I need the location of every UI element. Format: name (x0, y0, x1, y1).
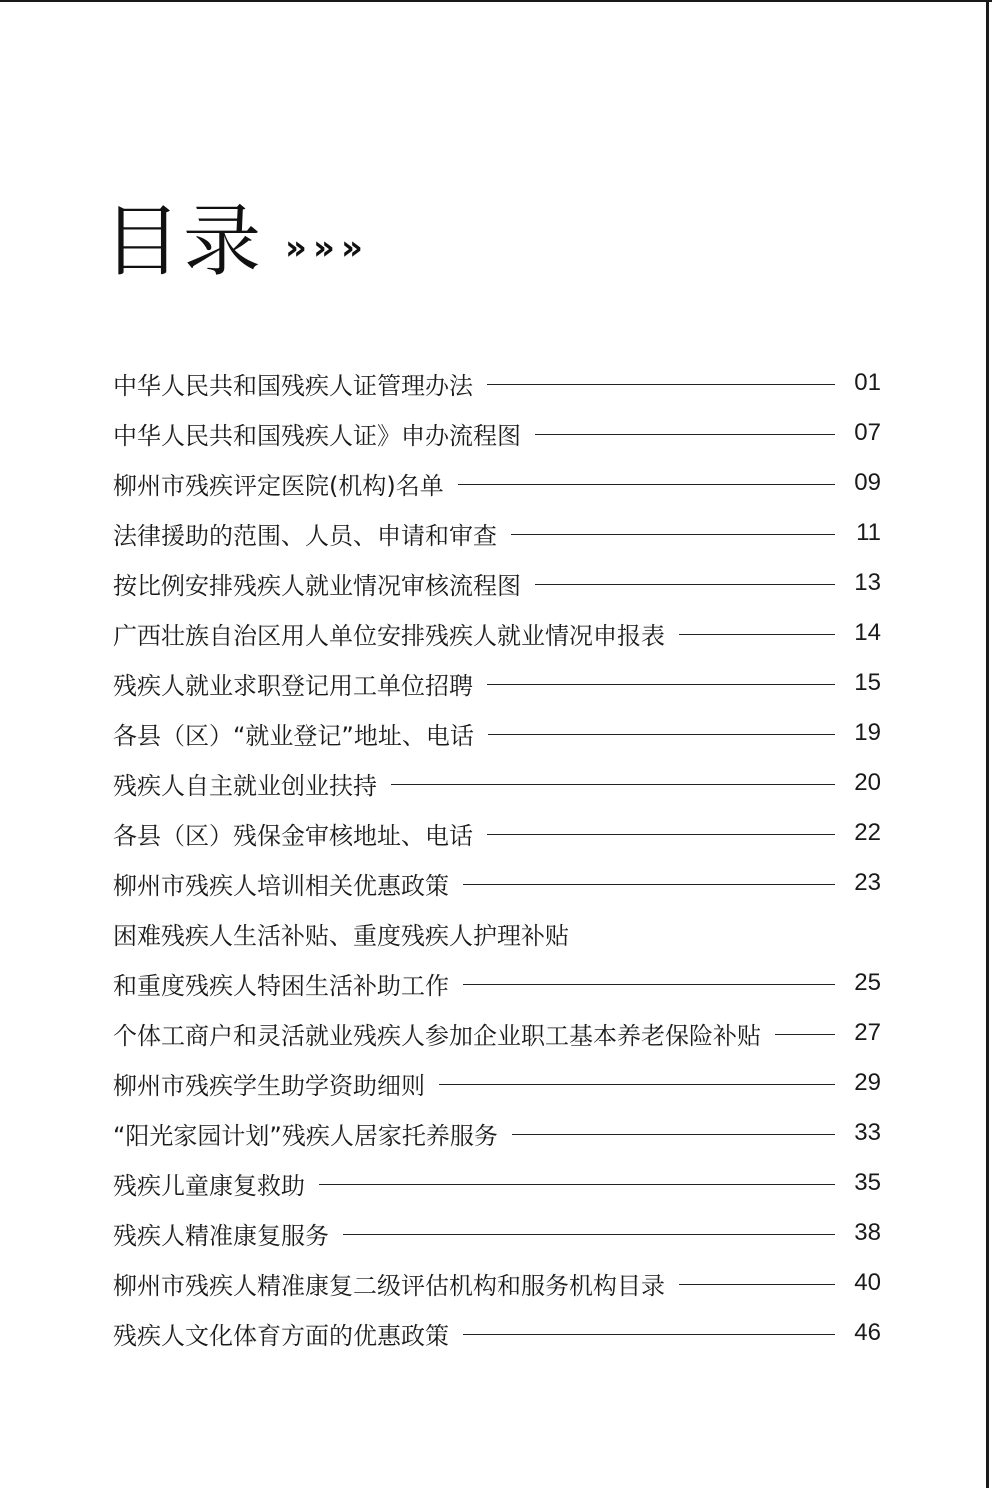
toc-entry-continued[interactable] (113, 908, 881, 958)
toc-entry-title: “阳光家园计划”残疾人居家托养服务 (113, 1121, 498, 1150)
leader-line (458, 484, 835, 485)
toc-entry[interactable] (113, 658, 881, 708)
toc-entry[interactable] (113, 1058, 881, 1108)
toc-entry[interactable] (113, 1158, 881, 1208)
leader-line (463, 984, 835, 985)
toc-entry[interactable] (113, 958, 881, 1008)
leader-line (319, 1184, 835, 1185)
toc-entry-page: 13 (854, 569, 881, 596)
toc-entry-title: 各县（区）“就业登记”地址、电话 (113, 721, 474, 750)
leader-line (487, 384, 835, 385)
toc-entry-title: 困难残疾人生活补贴、重度残疾人护理补贴 (113, 921, 569, 950)
toc-entry[interactable] (113, 808, 881, 858)
toc-entry-page: 09 (854, 469, 881, 496)
toc-entry-title: 按比例安排残疾人就业情况审核流程图 (113, 571, 521, 600)
toc-entry[interactable] (113, 1208, 881, 1258)
toc-entry[interactable] (113, 858, 881, 908)
page-title: 目录 (103, 197, 264, 287)
toc-entry-title: 残疾儿童康复救助 (113, 1171, 305, 1200)
toc-entry-page: 46 (854, 1319, 881, 1346)
toc-entry-title: 残疾人文化体育方面的优惠政策 (113, 1321, 449, 1350)
leader-line (511, 534, 835, 535)
toc-entry-page: 07 (854, 419, 881, 446)
toc-entry[interactable] (113, 408, 881, 458)
toc-entry-title: 中华人民共和国残疾人证》申办流程图 (113, 421, 521, 450)
toc-entry-title: 柳州市残疾评定医院(机构)名单 (113, 471, 444, 500)
toc-entry[interactable] (113, 1008, 881, 1058)
chevrons-icon: »»» (285, 228, 369, 268)
toc-heading (103, 192, 369, 292)
toc-entry-page: 14 (854, 619, 881, 646)
toc-entry[interactable] (113, 708, 881, 758)
toc-entry-page: 29 (854, 1069, 881, 1096)
toc-entry[interactable] (113, 458, 881, 508)
leader-line (487, 684, 835, 685)
page-right-border (986, 0, 989, 1488)
toc-entry-page: 20 (854, 769, 881, 796)
toc-entry-page: 01 (854, 369, 881, 396)
toc-entry[interactable] (113, 508, 881, 558)
leader-line (535, 434, 835, 435)
table-of-contents (113, 358, 881, 1358)
leader-line (512, 1134, 835, 1135)
toc-entry-title: 个体工商户和灵活就业残疾人参加企业职工基本养老保险补贴 (113, 1021, 761, 1050)
toc-entry-page: 15 (854, 669, 881, 696)
leader-line (488, 734, 835, 735)
toc-entry-title: 残疾人自主就业创业扶持 (113, 771, 377, 800)
toc-entry-title: 柳州市残疾人培训相关优惠政策 (113, 871, 449, 900)
toc-entry[interactable] (113, 358, 881, 408)
page-top-border (0, 0, 992, 2)
toc-entry-title: 法律援助的范围、人员、申请和审查 (113, 521, 497, 550)
toc-entry-title: 中华人民共和国残疾人证管理办法 (113, 371, 473, 400)
toc-entry-title: 和重度残疾人特困生活补助工作 (113, 971, 449, 1000)
toc-entry-page: 40 (854, 1269, 881, 1296)
toc-entry[interactable] (113, 1308, 881, 1358)
leader-line (391, 784, 835, 785)
leader-line (679, 634, 835, 635)
toc-entry[interactable] (113, 1108, 881, 1158)
toc-entry-page: 25 (854, 969, 881, 996)
leader-line (343, 1234, 835, 1235)
toc-entry-page: 11 (856, 519, 881, 546)
toc-entry[interactable] (113, 558, 881, 608)
toc-entry[interactable] (113, 1258, 881, 1308)
toc-entry-title: 广西壮族自治区用人单位安排残疾人就业情况申报表 (113, 621, 665, 650)
leader-line (463, 1334, 835, 1335)
leader-line (535, 584, 835, 585)
toc-entry-title: 柳州市残疾人精准康复二级评估机构和服务机构目录 (113, 1271, 665, 1300)
toc-entry-title: 柳州市残疾学生助学资助细则 (113, 1071, 425, 1100)
leader-line (439, 1084, 835, 1085)
leader-line (463, 884, 835, 885)
toc-entry[interactable] (113, 608, 881, 658)
leader-line (679, 1284, 835, 1285)
toc-entry-page: 33 (854, 1119, 881, 1146)
toc-entry-title: 残疾人精准康复服务 (113, 1221, 329, 1250)
toc-entry-page: 23 (854, 869, 881, 896)
leader-line (487, 834, 835, 835)
toc-entry-page: 35 (854, 1169, 881, 1196)
toc-entry-title: 各县（区）残保金审核地址、电话 (113, 821, 473, 850)
toc-entry-page: 27 (854, 1019, 881, 1046)
toc-entry-page: 22 (854, 819, 881, 846)
toc-entry-page: 19 (854, 719, 881, 746)
toc-entry-title: 残疾人就业求职登记用工单位招聘 (113, 671, 473, 700)
leader-line (775, 1034, 835, 1035)
toc-entry[interactable] (113, 758, 881, 808)
toc-entry-page: 38 (854, 1219, 881, 1246)
